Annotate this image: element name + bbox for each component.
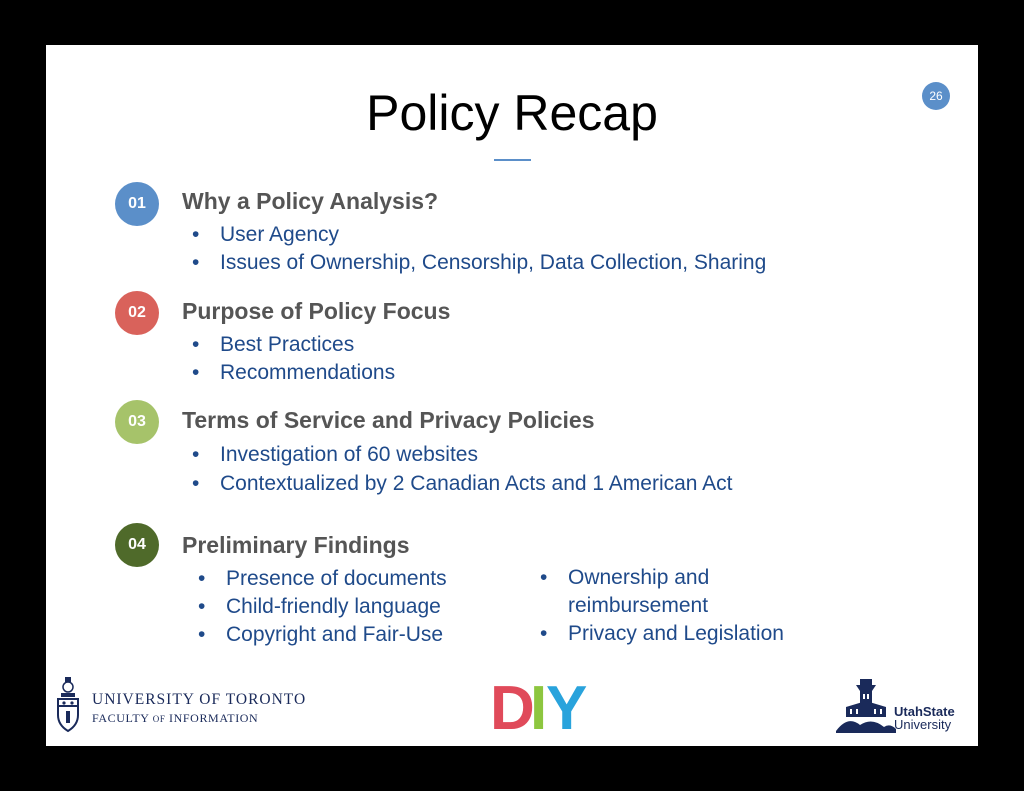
section-heading-02: Purpose of Policy Focus <box>182 298 451 324</box>
uoft-line1: UNIVERSITY OF TORONTO <box>92 691 307 708</box>
diy-letter-d: D <box>490 682 535 732</box>
bullet-item: • Investigation of 60 websites <box>192 443 478 466</box>
section-badge-03: 03 <box>115 400 159 444</box>
bullet-item: • Issues of Ownership, Censorship, Data Collection, Sharing <box>192 251 767 274</box>
bullet-item: • Recommendations <box>192 361 396 384</box>
slide-title: Policy Recap <box>366 85 658 141</box>
diy-letter-i: I <box>530 682 548 732</box>
bullet-item: • Best Practices <box>192 333 355 356</box>
university-of-toronto-logo <box>56 675 307 735</box>
section-heading-01: Why a Policy Analysis? <box>182 188 439 214</box>
bullet-item: • Presence of documents <box>198 567 447 590</box>
section-heading-04: Preliminary Findings <box>182 532 410 558</box>
bullet-item: • User Agency <box>192 223 340 246</box>
page-number-badge: 26 <box>922 82 950 110</box>
uoft-crest-icon <box>56 677 80 733</box>
title-underline <box>494 159 531 161</box>
section-badge-02: 02 <box>115 291 159 335</box>
utah-state-university-logo <box>836 677 974 737</box>
bullet-item: • Child-friendly language <box>198 595 441 618</box>
bullet-item: • Contextualized by 2 Canadian Acts and 1 American Act <box>192 472 733 495</box>
bullet-item: • Privacy and Legislation <box>540 622 784 645</box>
section-badge-04: 04 <box>115 523 159 567</box>
bullet-item: • Copyright and Fair-Use <box>198 623 444 646</box>
diy-logo-mark <box>490 682 592 732</box>
uoft-line2: FACULTY OF INFORMATION <box>92 711 259 725</box>
slide <box>46 45 978 746</box>
section-heading-03: Terms of Service and Privacy Policies <box>182 407 595 433</box>
diy-logo <box>490 682 592 732</box>
bullet-item: • Ownership and reimbursement <box>540 566 710 617</box>
section-badge-01: 01 <box>115 182 159 226</box>
usu-old-main-icon <box>836 677 896 735</box>
usu-line1: UtahState <box>894 704 955 719</box>
diy-letter-y: Y <box>546 682 588 732</box>
usu-line2: University <box>894 717 952 732</box>
